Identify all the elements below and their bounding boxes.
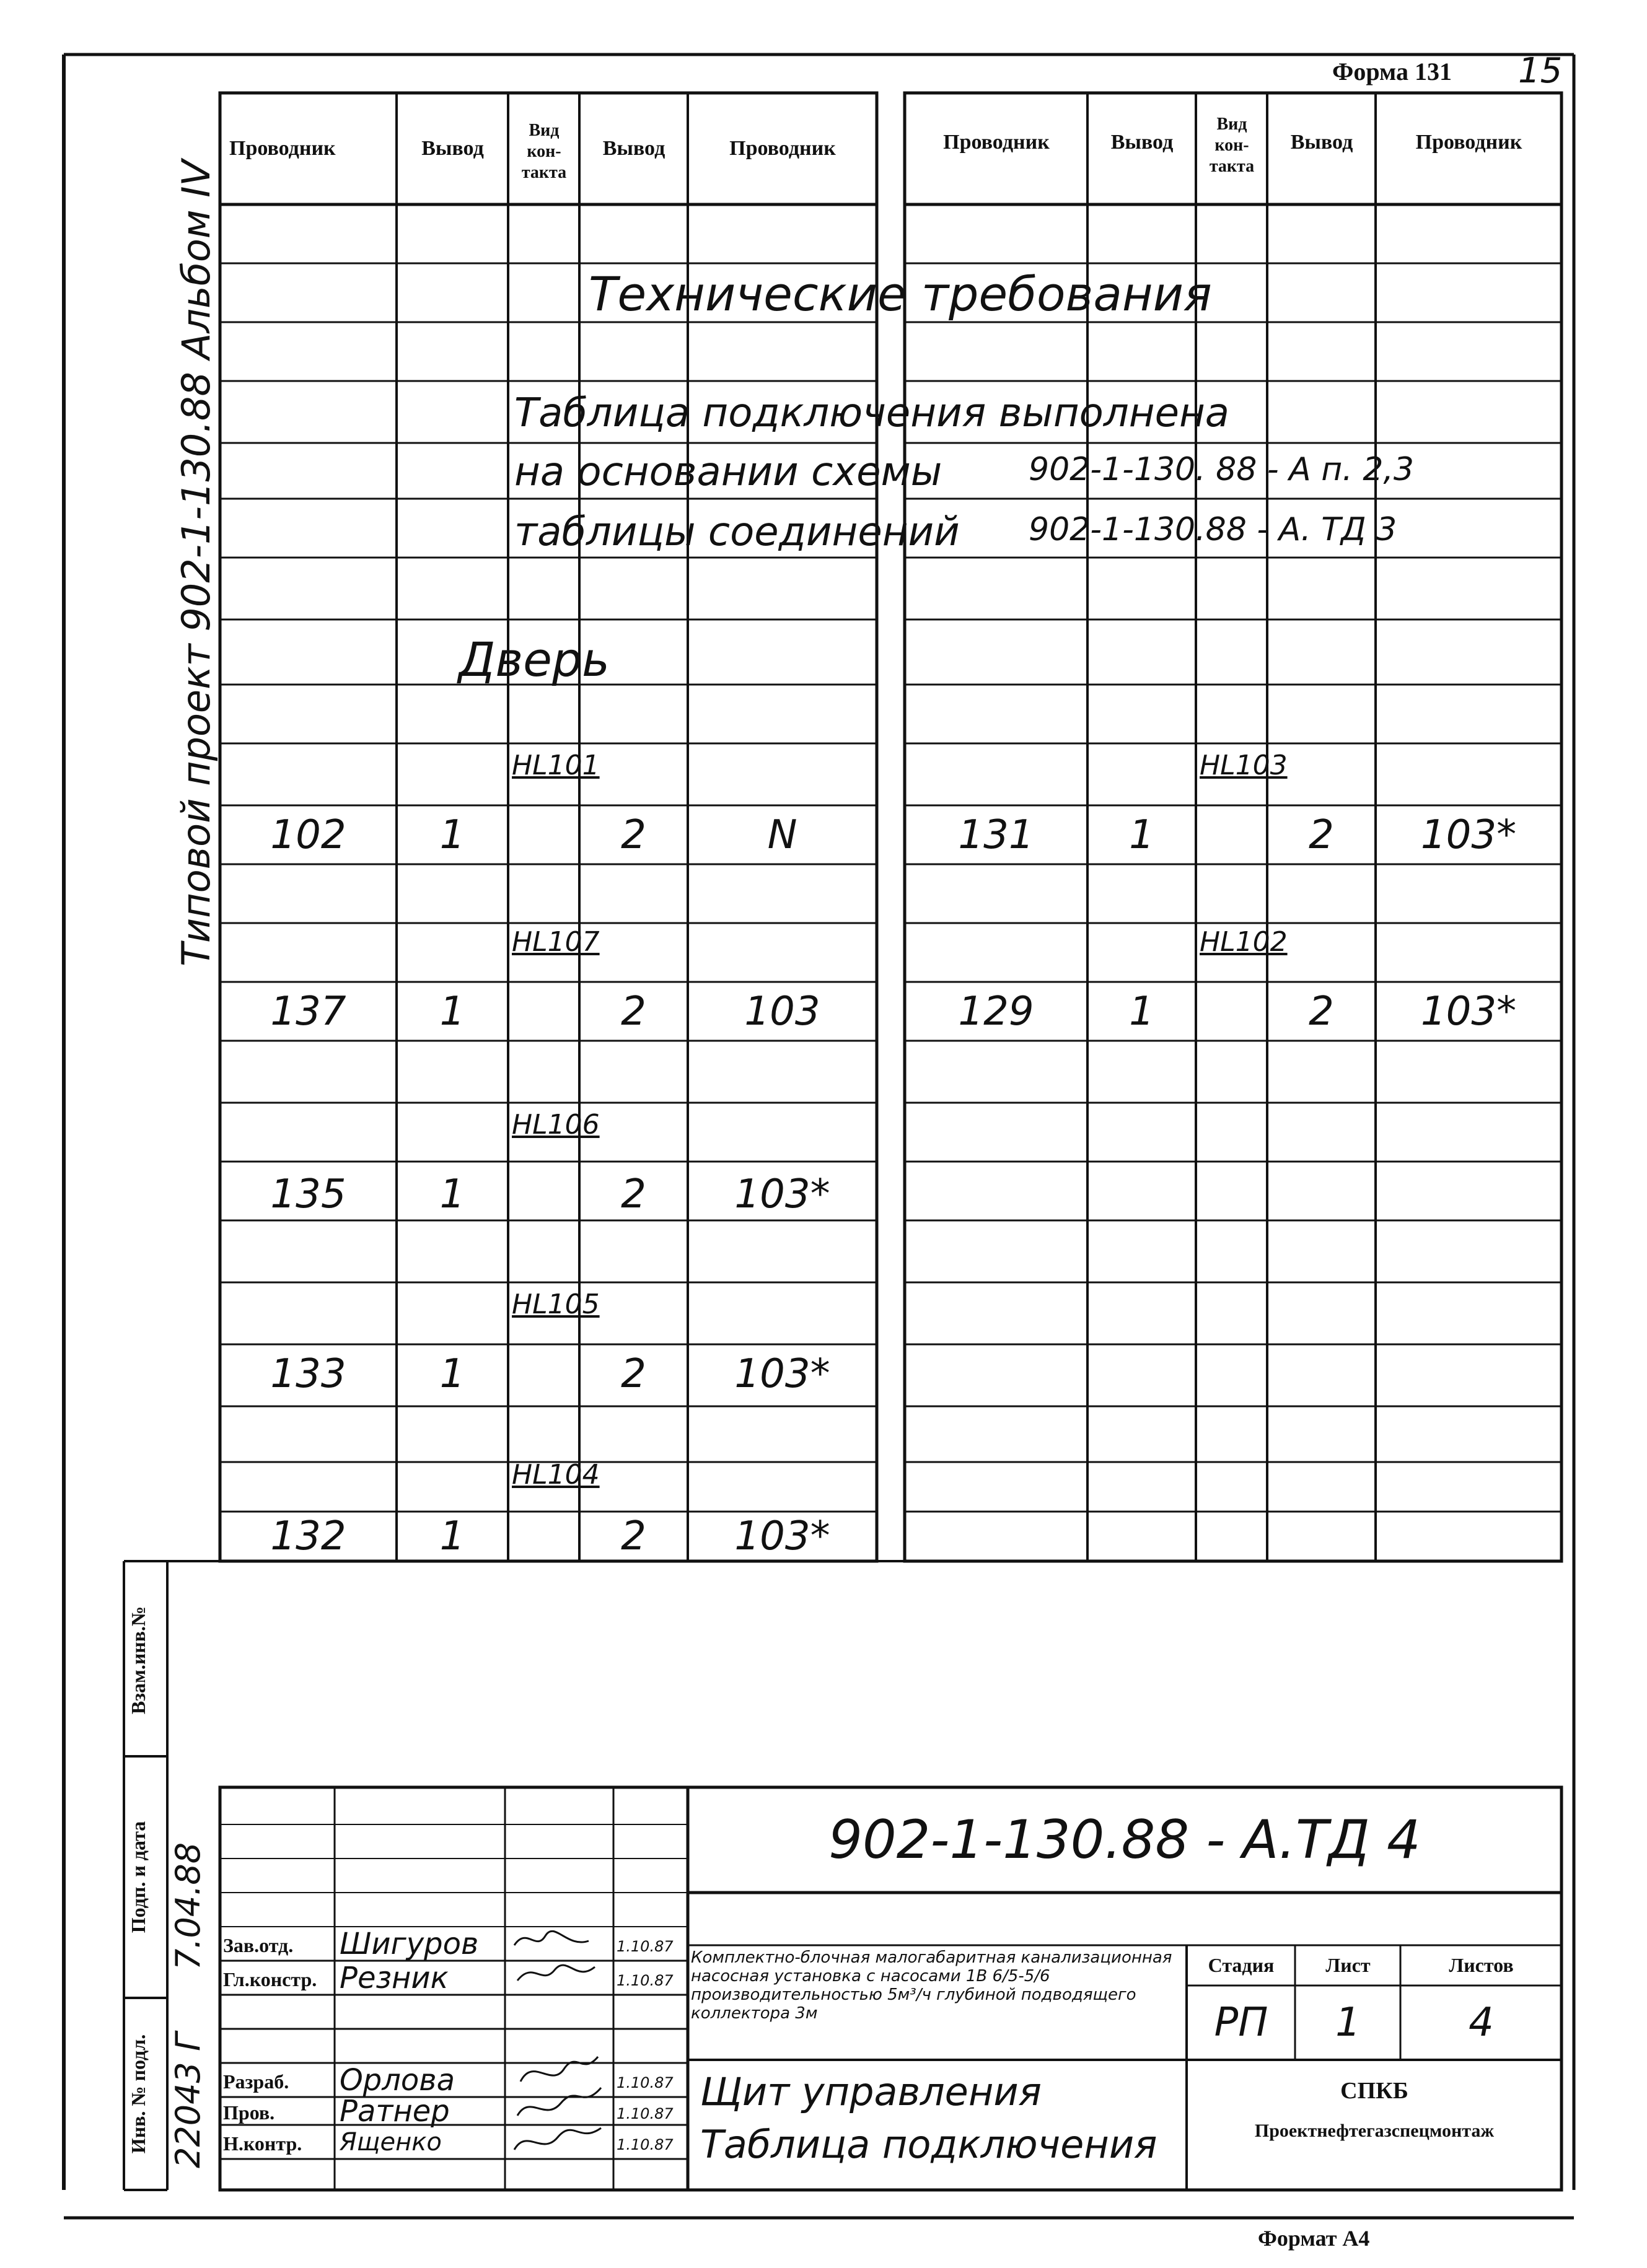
signature-n-kontr <box>514 2128 601 2150</box>
name-prov: Ратнер <box>340 2094 450 2129</box>
note-line-2b: 902-1-130. 88 - А п. 2,3 <box>1029 451 1415 488</box>
date-gl-konstr: 1.10.87 <box>617 1972 674 1989</box>
device-tag: HL104 <box>512 1459 600 1491</box>
description: Комплектно-блочная малогабаритная канализационная насосная установка с насосами 1В 6/5-5/6 производительностью 5м³/ч глубиной подводящего коллектора 3м <box>691 1948 1172 2023</box>
doc-code: 902-1-130.88 - А.ТД 4 <box>828 1809 1421 1871</box>
org-line-1: СПКБ <box>1340 2078 1408 2104</box>
conductor-cell: 102 <box>270 812 346 858</box>
sheets-value: 4 <box>1469 2000 1494 2046</box>
device-tag: HL102 <box>1200 926 1288 958</box>
form-label: Форма 131 <box>1332 58 1452 85</box>
sheet-value: 1 <box>1335 2000 1361 2046</box>
date-n-kontr: 1.10.87 <box>617 2136 674 2153</box>
podp-label: Подп. и дата <box>127 1821 149 1933</box>
role-n-kontr: Н.контр. <box>223 2132 302 2155</box>
conductor-cell: 129 <box>958 988 1034 1035</box>
device-tag: HL105 <box>512 1289 600 1320</box>
tech-title: Технические требования <box>589 266 1212 322</box>
role-razrab: Разраб. <box>223 2070 289 2093</box>
date-razrab: 1.10.87 <box>617 2074 674 2091</box>
left-header-conductor: Проводник <box>229 137 336 160</box>
conductor-cell: 131 <box>958 812 1034 858</box>
signature-razrab <box>520 2057 598 2082</box>
target-cell: N <box>767 812 797 858</box>
note-line-3b: 902-1-130.88 - А. ТД 3 <box>1029 511 1397 548</box>
conductor-cell: 132 <box>270 1513 346 1559</box>
inv-value: 22043 Г <box>169 2032 208 2168</box>
target-cell: 103* <box>1420 812 1517 858</box>
left-header-pin: Вывод <box>421 137 484 160</box>
right-header-pin: Вывод <box>1110 131 1174 154</box>
pin2-cell: 2 <box>621 1513 646 1559</box>
role-zav-otd: Зав.отд. <box>223 1934 294 1956</box>
target-cell: 103* <box>734 1351 830 1397</box>
left-header-contact-type: Вид кон- такта <box>521 121 567 182</box>
target-cell: 103* <box>734 1171 830 1217</box>
right-header-conductor: Проводник <box>943 131 1050 154</box>
stage-label: Стадия <box>1208 1954 1275 1976</box>
stage-value: РП <box>1214 2000 1268 2046</box>
pin1-cell: 1 <box>1129 988 1154 1035</box>
org-line-2: Проектнефтегазспецмонтаж <box>1254 2121 1495 2141</box>
device-tag: HL107 <box>512 926 600 958</box>
pin1-cell: 1 <box>439 988 465 1035</box>
conductor-cell: 137 <box>270 988 346 1035</box>
conductor-cell: 133 <box>270 1351 346 1397</box>
sheets-label: Листов <box>1449 1954 1514 1976</box>
pin2-cell: 2 <box>621 988 646 1035</box>
name-n-kontr: Ященко <box>340 2128 442 2156</box>
target-cell: 103* <box>734 1513 830 1559</box>
note-line-3a: таблицы соединений <box>514 509 960 555</box>
right-header-conductor2: Проводник <box>1415 131 1522 154</box>
right-header-pin2: Вывод <box>1290 131 1353 154</box>
vzam-label: Взам.инв.№ <box>127 1606 149 1715</box>
name-gl-konstr: Резник <box>340 1961 449 1995</box>
pin1-cell: 1 <box>1129 812 1154 858</box>
role-prov: Пров. <box>223 2101 275 2124</box>
pin1-cell: 1 <box>439 1513 465 1559</box>
project-label: Типовой проект 902-1-130.88 <box>173 372 219 966</box>
left-header-conductor2: Проводник <box>729 137 836 160</box>
note-line-1: Таблица подключения выполнена <box>514 390 1229 436</box>
album-label: Альбом IV <box>173 160 219 359</box>
device-tag: HL101 <box>512 750 600 781</box>
podp-value: 7.04.88 <box>169 1842 208 1970</box>
pin2-cell: 2 <box>621 812 646 858</box>
name-razrab: Орлова <box>340 2063 455 2098</box>
page-mark: 15 <box>1518 51 1563 91</box>
signature-gl-konstr <box>517 1965 595 1981</box>
format-label: Формат А4 <box>1258 2226 1370 2251</box>
right-header-contact-type: Вид кон- такта <box>1209 115 1255 176</box>
pin1-cell: 1 <box>439 1351 465 1397</box>
date-prov: 1.10.87 <box>617 2105 674 2122</box>
title-line-2: Таблица подключения <box>700 2122 1157 2167</box>
device-tag: HL106 <box>512 1109 600 1141</box>
target-cell: 103 <box>744 988 820 1035</box>
pin2-cell: 2 <box>621 1171 646 1217</box>
device-tag: HL103 <box>1200 750 1288 781</box>
pin1-cell: 1 <box>439 1171 465 1217</box>
pin1-cell: 1 <box>439 812 465 858</box>
sheet-label: Лист <box>1325 1954 1371 1976</box>
left-header-pin2: Вывод <box>602 137 665 160</box>
role-gl-konstr: Гл.констр. <box>223 1968 317 1990</box>
date-zav-otd: 1.10.87 <box>617 1938 674 1955</box>
pin2-cell: 2 <box>1309 812 1334 858</box>
signature-prov <box>517 2088 601 2116</box>
inv-label: Инв. № подл. <box>127 2034 149 2154</box>
signatures <box>508 1924 610 2159</box>
pin2-cell: 2 <box>621 1351 646 1397</box>
title-line-1: Щит управления <box>700 2069 1042 2114</box>
conductor-cell: 135 <box>270 1171 346 1217</box>
pin2-cell: 2 <box>1309 988 1334 1035</box>
target-cell: 103* <box>1420 988 1517 1035</box>
name-zav-otd: Шигуров <box>340 1927 479 1961</box>
signature-zav-otd <box>514 1931 589 1945</box>
note-line-2a: на основании схемы <box>514 449 942 495</box>
door-label: Дверь <box>459 632 610 687</box>
